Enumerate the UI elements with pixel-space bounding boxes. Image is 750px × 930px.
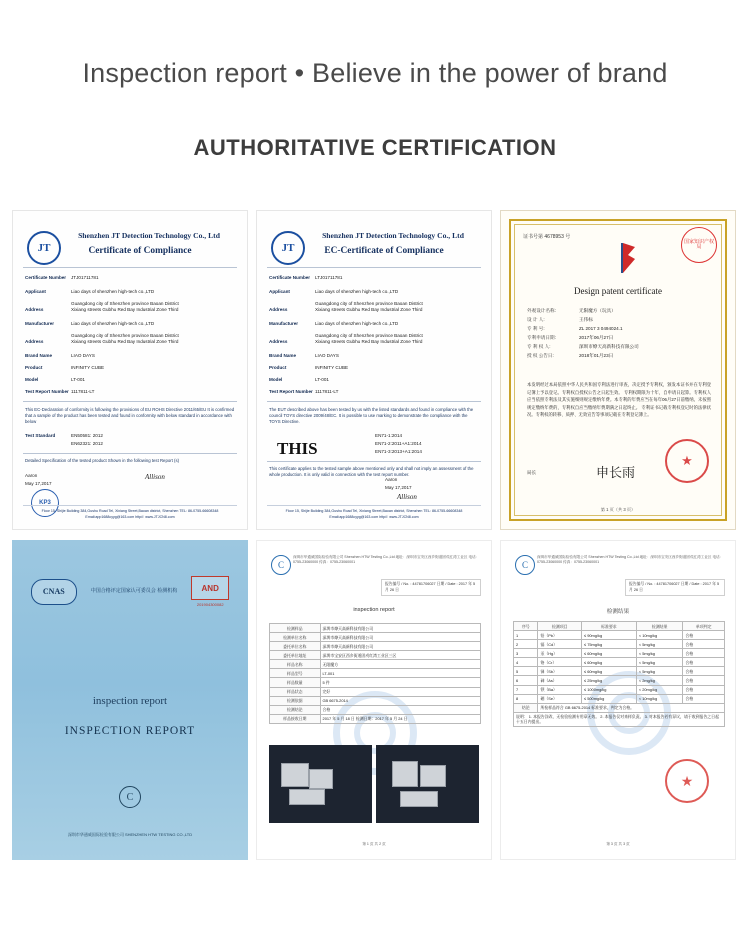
table-row — [270, 660, 481, 669]
page-number: 第 1 页（共 3 页） — [600, 507, 636, 512]
table-row — [270, 705, 481, 714]
field-key: Test Report Number — [25, 389, 69, 394]
jt-logo-icon: JT — [271, 231, 305, 265]
report-header: 深圳市华通威国际检验有限公司 Shenzhen HTW Testing Co.,Ltd 地址：深圳市宝安区西乡街道固戍红湾工业区 电话：0755-23060000 传真：0755-23060001 — [293, 555, 480, 565]
field-value: JTJ01711781 — [71, 275, 99, 280]
row-label: 样品状态 — [270, 687, 321, 696]
column-header: 单项判定 — [683, 622, 725, 631]
column-header: 序号 — [514, 622, 538, 631]
field-key: Address — [269, 339, 288, 345]
divider — [267, 267, 481, 268]
column-header: 检测项目 — [538, 622, 582, 631]
issuer-name: Shenzhen JT Detection Technology Co., Ltd — [322, 231, 464, 240]
cell: 4 — [514, 658, 538, 667]
cell: 铅（Pb） — [538, 631, 582, 640]
row-value: 合格 — [320, 705, 480, 714]
field-key: Product — [25, 365, 43, 370]
divider — [267, 461, 481, 462]
cell: 合格 — [683, 694, 725, 703]
field-value: 2017年06月27日 — [579, 334, 614, 340]
table-row — [514, 631, 725, 640]
sample-photo-right — [376, 745, 479, 823]
cnas-logo-icon: CNAS — [31, 579, 77, 605]
field-value: Guangdong city of Shenzhen province Baoan District Xixiang streets Gubhu Red Bay Industrial Zone Third — [71, 333, 179, 345]
cell: ≤ 25mg/kg — [581, 676, 636, 685]
field-key: Address — [25, 307, 44, 313]
certificate-card-report-page1[interactable] — [256, 540, 492, 860]
row-value: 深圳市宝安区西乡街道固戍红湾工业区三区 — [320, 651, 480, 660]
table-row — [514, 685, 725, 694]
field-value: 深圳市燎天高新科技有限公司 — [579, 343, 639, 349]
cell: 镉（Cd） — [538, 640, 582, 649]
patent-emblem-icon — [619, 241, 639, 275]
standard-value: EN71-1:2014 — [375, 433, 403, 438]
table-row — [514, 667, 725, 676]
field-value: 王伟标 — [579, 316, 593, 322]
field-key: Brand Name — [269, 353, 297, 358]
signature: Allison — [145, 473, 165, 481]
divider — [23, 453, 237, 454]
field-value: Liao days of shenzhen high-tech co.,LTD — [315, 289, 399, 294]
note-text: This certificate applies to the tested sample above mentioned only and shall not imply an assessment of the whole production. It is only valid in connection with the test report number. — [269, 466, 474, 478]
table-row — [270, 633, 481, 642]
page-number: 第 3 页 共 3 页 — [606, 842, 630, 846]
cell: 合格 — [683, 658, 725, 667]
cell: ≤ 1000mg/kg — [581, 685, 636, 694]
cell: 1 — [514, 631, 538, 640]
field-value: 1117811-LT — [315, 389, 339, 394]
row-label: 检测样品 — [270, 624, 321, 633]
row-value: LT-001 — [320, 669, 480, 678]
standard-value: EN62321: 2012 — [71, 441, 103, 446]
declaration-text: This EC-Declaration of conformity is following the provisions of EU ROHS Directive 2011/65/EU It is confirmed that a sample of the product has been tested and found in conformity with below standard in accordance with below — [25, 407, 235, 425]
row-label: 检测单位名称 — [270, 633, 321, 642]
cell: 5 — [514, 667, 538, 676]
certificate-title: EC-Certificate of Compliance — [324, 246, 444, 256]
red-seal-icon — [665, 439, 709, 483]
row-value: 2017 年 5 月 18 日 检测日期：2017 年 5 月 24 日 — [320, 714, 480, 723]
certificate-card-compliance[interactable] — [12, 210, 248, 530]
certificate-sheet — [256, 210, 492, 530]
field-key: 授 权 公告日: — [527, 352, 554, 358]
field-value: 2018年01月23日 — [579, 352, 614, 358]
field-key: Certificate Number — [25, 275, 67, 280]
field-key: Address — [269, 307, 288, 313]
standard-value: EN71-3:2013+A1:2014 — [375, 449, 422, 454]
table-row — [514, 694, 725, 703]
c-mark-icon: C — [515, 555, 535, 575]
table-row — [514, 712, 725, 726]
cell: < 10mg/kg — [636, 694, 683, 703]
cell: ≤ 60mg/kg — [581, 649, 636, 658]
table-header-row — [514, 622, 725, 631]
cell: ≤ 500mg/kg — [581, 694, 636, 703]
table-row — [270, 642, 481, 651]
red-seal-icon — [665, 759, 709, 803]
cell: 3 — [514, 649, 538, 658]
cell: 砷（As） — [538, 676, 582, 685]
cell: 7 — [514, 685, 538, 694]
patent-sheet — [500, 210, 736, 530]
c-mark-icon: C — [271, 555, 291, 575]
cell: ≤ 75mg/kg — [581, 640, 636, 649]
field-value: LTJ01711781 — [315, 275, 343, 280]
watermark-word: THIS — [277, 439, 318, 458]
field-key: 专 利 权 人: — [527, 343, 551, 349]
cnas-text: 中国合格评定国家认可委员会 检测机构 — [90, 588, 178, 595]
field-value: INFINITY CUBE — [71, 365, 105, 370]
cell: ≤ 60mg/kg — [581, 667, 636, 676]
table-row — [514, 676, 725, 685]
field-key: 设 计 人: — [527, 316, 545, 322]
divider — [267, 401, 481, 402]
field-value: LIAO DAYS — [315, 353, 339, 358]
certificate-card-report-cover[interactable] — [12, 540, 248, 860]
cell: ≤ 90mg/kg — [581, 631, 636, 640]
field-key: 专 利 号: — [527, 325, 545, 331]
patent-title: Design patent certificate — [574, 286, 662, 296]
cell: 合格 — [683, 631, 725, 640]
cell: 硒（Se） — [538, 694, 582, 703]
field-value: ZL 2017 3 0494024.1 — [579, 325, 623, 331]
standard-value: EN71-2:2011+A1:2014 — [375, 441, 422, 446]
patent-number: 证书号第 4678953 号 — [523, 234, 571, 240]
cell: < 2mg/kg — [636, 676, 683, 685]
cell: 锑（Sb） — [538, 667, 582, 676]
cell: 合格 — [683, 676, 725, 685]
director-label: 局长 — [527, 470, 537, 476]
row-label: 样品接收日期 — [270, 714, 321, 723]
report-sheet — [256, 540, 492, 860]
table-row — [270, 678, 481, 687]
jt-logo-icon: JT — [27, 231, 61, 265]
sample-photos — [269, 745, 479, 823]
director-signature: 申长雨 — [596, 465, 636, 480]
page-subtitle: AUTHORITATIVE CERTIFICATION — [193, 135, 557, 160]
report-cover — [12, 540, 248, 860]
field-value: LIAO DAYS — [71, 353, 95, 358]
cell: < 5mg/kg — [636, 649, 683, 658]
field-value: Guangdong city of Shenzhen province Baoan District Xixiang streets Gubhu Red Bay Industrial Zone Third — [71, 301, 179, 313]
report-meta: 报告编号 / No. : 44781706027 日期 / Date : 2017 年 5 月 26 日 — [625, 579, 725, 596]
page-number: 第 1 页 共 2 页 — [362, 842, 386, 846]
field-key: Model — [25, 377, 39, 382]
row-value: 深圳市燎天高新科技有限公司 — [320, 633, 480, 642]
cell: < 5mg/kg — [636, 658, 683, 667]
cell: < 10mg/kg — [636, 631, 683, 640]
field-value: Liao days of shenzhen high-tech co.,LTD — [315, 321, 399, 326]
certificate-card-patent[interactable] — [500, 210, 736, 530]
declaration-text: The EUT described above has been tested by us with the listed standards and found in compliance with the council TOYS directive 2009/48/EC. It is possible to use marking to demonstrate the compliance with the TOYS Directive. — [269, 407, 474, 425]
column-header: 标准要求 — [581, 622, 636, 631]
row-label: 委托单位名称 — [270, 642, 321, 651]
field-key: Certificate Number — [269, 275, 311, 280]
row-label: 样品型号 — [270, 669, 321, 678]
report-title-en: inspection report — [92, 695, 168, 707]
table-row — [270, 624, 481, 633]
divider — [23, 267, 237, 268]
certificate-card-ec[interactable] — [256, 210, 492, 530]
field-key: 专利申请日期: — [527, 334, 556, 340]
report-table — [269, 623, 481, 724]
row-value: GB 6675-2014 — [320, 696, 480, 705]
field-value: Liao days of shenzhen high-tech co.,LTD — [71, 289, 155, 294]
seal-stamp: KP3 — [31, 489, 59, 517]
page-title: Inspection report • Believe in the power of brand — [82, 58, 668, 88]
field-key: Applicant — [25, 289, 46, 294]
field-key: Manufacturer — [25, 321, 55, 326]
issuer-name: Shenzhen JT Detection Technology Co., Ltd — [78, 231, 220, 240]
patent-director — [527, 469, 536, 477]
cell: 汞（Hg） — [538, 649, 582, 658]
cell: 合格 — [683, 640, 725, 649]
table-row — [270, 687, 481, 696]
field-value: LT-001 — [71, 377, 85, 382]
field-key: Product — [269, 365, 287, 370]
issuer-footer: 深圳市华通威国际检验有限公司 SHENZHEN HTW TESTING CO.,LTD — [67, 832, 193, 837]
row-value: 深圳市燎天高新科技有限公司 — [320, 642, 480, 651]
cell: 8 — [514, 694, 538, 703]
row-value: 5 件 — [320, 678, 480, 687]
cell: 合格 — [683, 685, 725, 694]
table-row — [514, 703, 725, 712]
certificate-title: Certificate of Compliance — [88, 246, 192, 256]
c-mark-icon: C — [119, 786, 141, 808]
field-key: Applicant — [269, 289, 290, 294]
row-label: 检测结论 — [270, 705, 321, 714]
cell: 钡（Ba） — [538, 685, 582, 694]
standard-label: Test Standard — [25, 433, 56, 438]
report-header: 深圳市华通威国际检验有限公司 Shenzhen HTW Testing Co.,Ltd 地址：深圳市宝安区西乡街道固戍红湾工业区 电话：0755-23060000 传真：0755-23060001 — [537, 555, 724, 565]
table-row — [514, 649, 725, 658]
field-value: 无限魔方（玩具） — [579, 308, 616, 313]
field-key: Test Report Number — [269, 389, 313, 394]
cell: 合格 — [683, 649, 725, 658]
notes-cell: 说明： 1. 本报告涂改、无检验检测专用章无效。 2. 本报告仅对来样负责。 3. 对本报告若有异议，请于收到报告之日起十五日内提出。 — [514, 712, 725, 726]
patent-body-text: 本发明经过本局依照中华人民共和国专利法进行审查，决定授予专利权，颁发本证书并在专利登记簿上予以登记。专利权自授权公告之日起生效。 专利权期限为十年，自申请日起算。专利权人应当依照专利法及其实施细则规定缴纳年费。本专利的年费应当在每年06月27日前缴纳。未按照规定缴纳年费的，专利权自应当缴纳年费期满之日起终止。 专利证书记载专利权登记时的法律状况。专利权的转移、质押、无效宣告等事项记载在专利登记簿上。 — [527, 382, 711, 418]
accreditation-logos — [12, 576, 248, 607]
table-row — [270, 714, 481, 723]
row-value: 完好 — [320, 687, 480, 696]
row-value: 所检样品符合 GB 6675-2014 标准要求，判定为合格。 — [538, 703, 725, 712]
date-line: Aaron — [25, 473, 38, 478]
table-row — [270, 669, 481, 678]
row-value: 深圳市燎天高新科技有限公司 — [320, 624, 480, 633]
divider — [23, 401, 237, 402]
row-label: 结论 — [514, 703, 538, 712]
sheet-footer: Floor 15, Shijie Building 384,Gushu Road Tel, Xixiang Street,Baoan district, Shenzhen TEL: 86-0755-66608348 Email:app1688cyyg@163.com http//: www.JTJCN8.com — [267, 505, 481, 520]
table-row — [514, 658, 725, 667]
official-seal-icon: 国家知识产权局 — [681, 227, 717, 263]
signature: Allison — [397, 493, 417, 501]
cell: < 5mg/kg — [636, 640, 683, 649]
row-value: 无限魔方 — [320, 660, 480, 669]
cell: ≤ 60mg/kg — [581, 658, 636, 667]
field-value: Guangdong city of Shenzhen province Baoan District Xixiang streets Gubhu Red Bay Industrial Zone Third — [315, 333, 423, 345]
field-value: Liao days of shenzhen high-tech co.,LTD — [71, 321, 155, 326]
report-title: inspection report — [353, 607, 395, 613]
row-label: 检测依据 — [270, 696, 321, 705]
field-key: Manufacturer — [269, 321, 299, 326]
report-sheet — [500, 540, 736, 860]
column-header: 检测结果 — [636, 622, 683, 631]
table-row — [514, 640, 725, 649]
report-title-main: INSPECTION REPORT — [64, 725, 196, 737]
date-value: May 17,2017 — [385, 485, 412, 490]
results-table — [513, 621, 725, 727]
cell: 2 — [514, 640, 538, 649]
field-key: 外观设计名称: — [527, 308, 556, 313]
certificate-gallery — [12, 210, 738, 860]
row-label: 样品名称 — [270, 660, 321, 669]
sheet-footer: Floor 15, Shijie Building 384,Gushu Road Tel, Xixiang Street,Baoan district, Shenzhen TEL: 86-0755-66608348 Email:app1688cyyg@163.com http//: www.JTJCN8.com — [23, 505, 237, 520]
table-row — [270, 651, 481, 660]
and-code: 201904300082 — [196, 602, 224, 607]
row-label: 样品数量 — [270, 678, 321, 687]
table-row — [270, 696, 481, 705]
field-key: Model — [269, 377, 283, 382]
row-label: 委托单位地址 — [270, 651, 321, 660]
date-line: Aaron — [385, 477, 398, 482]
and-logo-icon: AND — [191, 576, 229, 600]
sample-photo-left — [269, 745, 372, 823]
spec-note: Detailed Specification of the tested product Shown in the following test Report (s) — [25, 458, 180, 463]
field-value: INFINITY CUBE — [315, 365, 349, 370]
report-meta: 报告编号 / No. : 44781706027 日期 / Date : 2017 年 5 月 26 日 — [381, 579, 481, 596]
cell: 铬（Cr） — [538, 658, 582, 667]
certificate-sheet — [12, 210, 248, 530]
field-value: LT-001 — [315, 377, 329, 382]
field-key: Address — [25, 339, 44, 345]
cell: 合格 — [683, 667, 725, 676]
cell: < 20mg/kg — [636, 685, 683, 694]
cell: 6 — [514, 676, 538, 685]
standard-value: EN50581: 2012 — [71, 433, 103, 438]
cell: < 5mg/kg — [636, 667, 683, 676]
report-title: 检测结果 — [606, 609, 630, 615]
field-value: Guangdong city of Shenzhen province Baoan District Xixiang streets Gubhu Red Bay Industrial Zone Third — [315, 301, 423, 313]
certificate-card-report-page2[interactable] — [500, 540, 736, 860]
date-value: May 17,2017 — [25, 481, 52, 486]
field-key: Brand Name — [25, 353, 53, 358]
patent-fields — [527, 307, 711, 361]
field-value: 1117811-LT — [71, 389, 95, 394]
